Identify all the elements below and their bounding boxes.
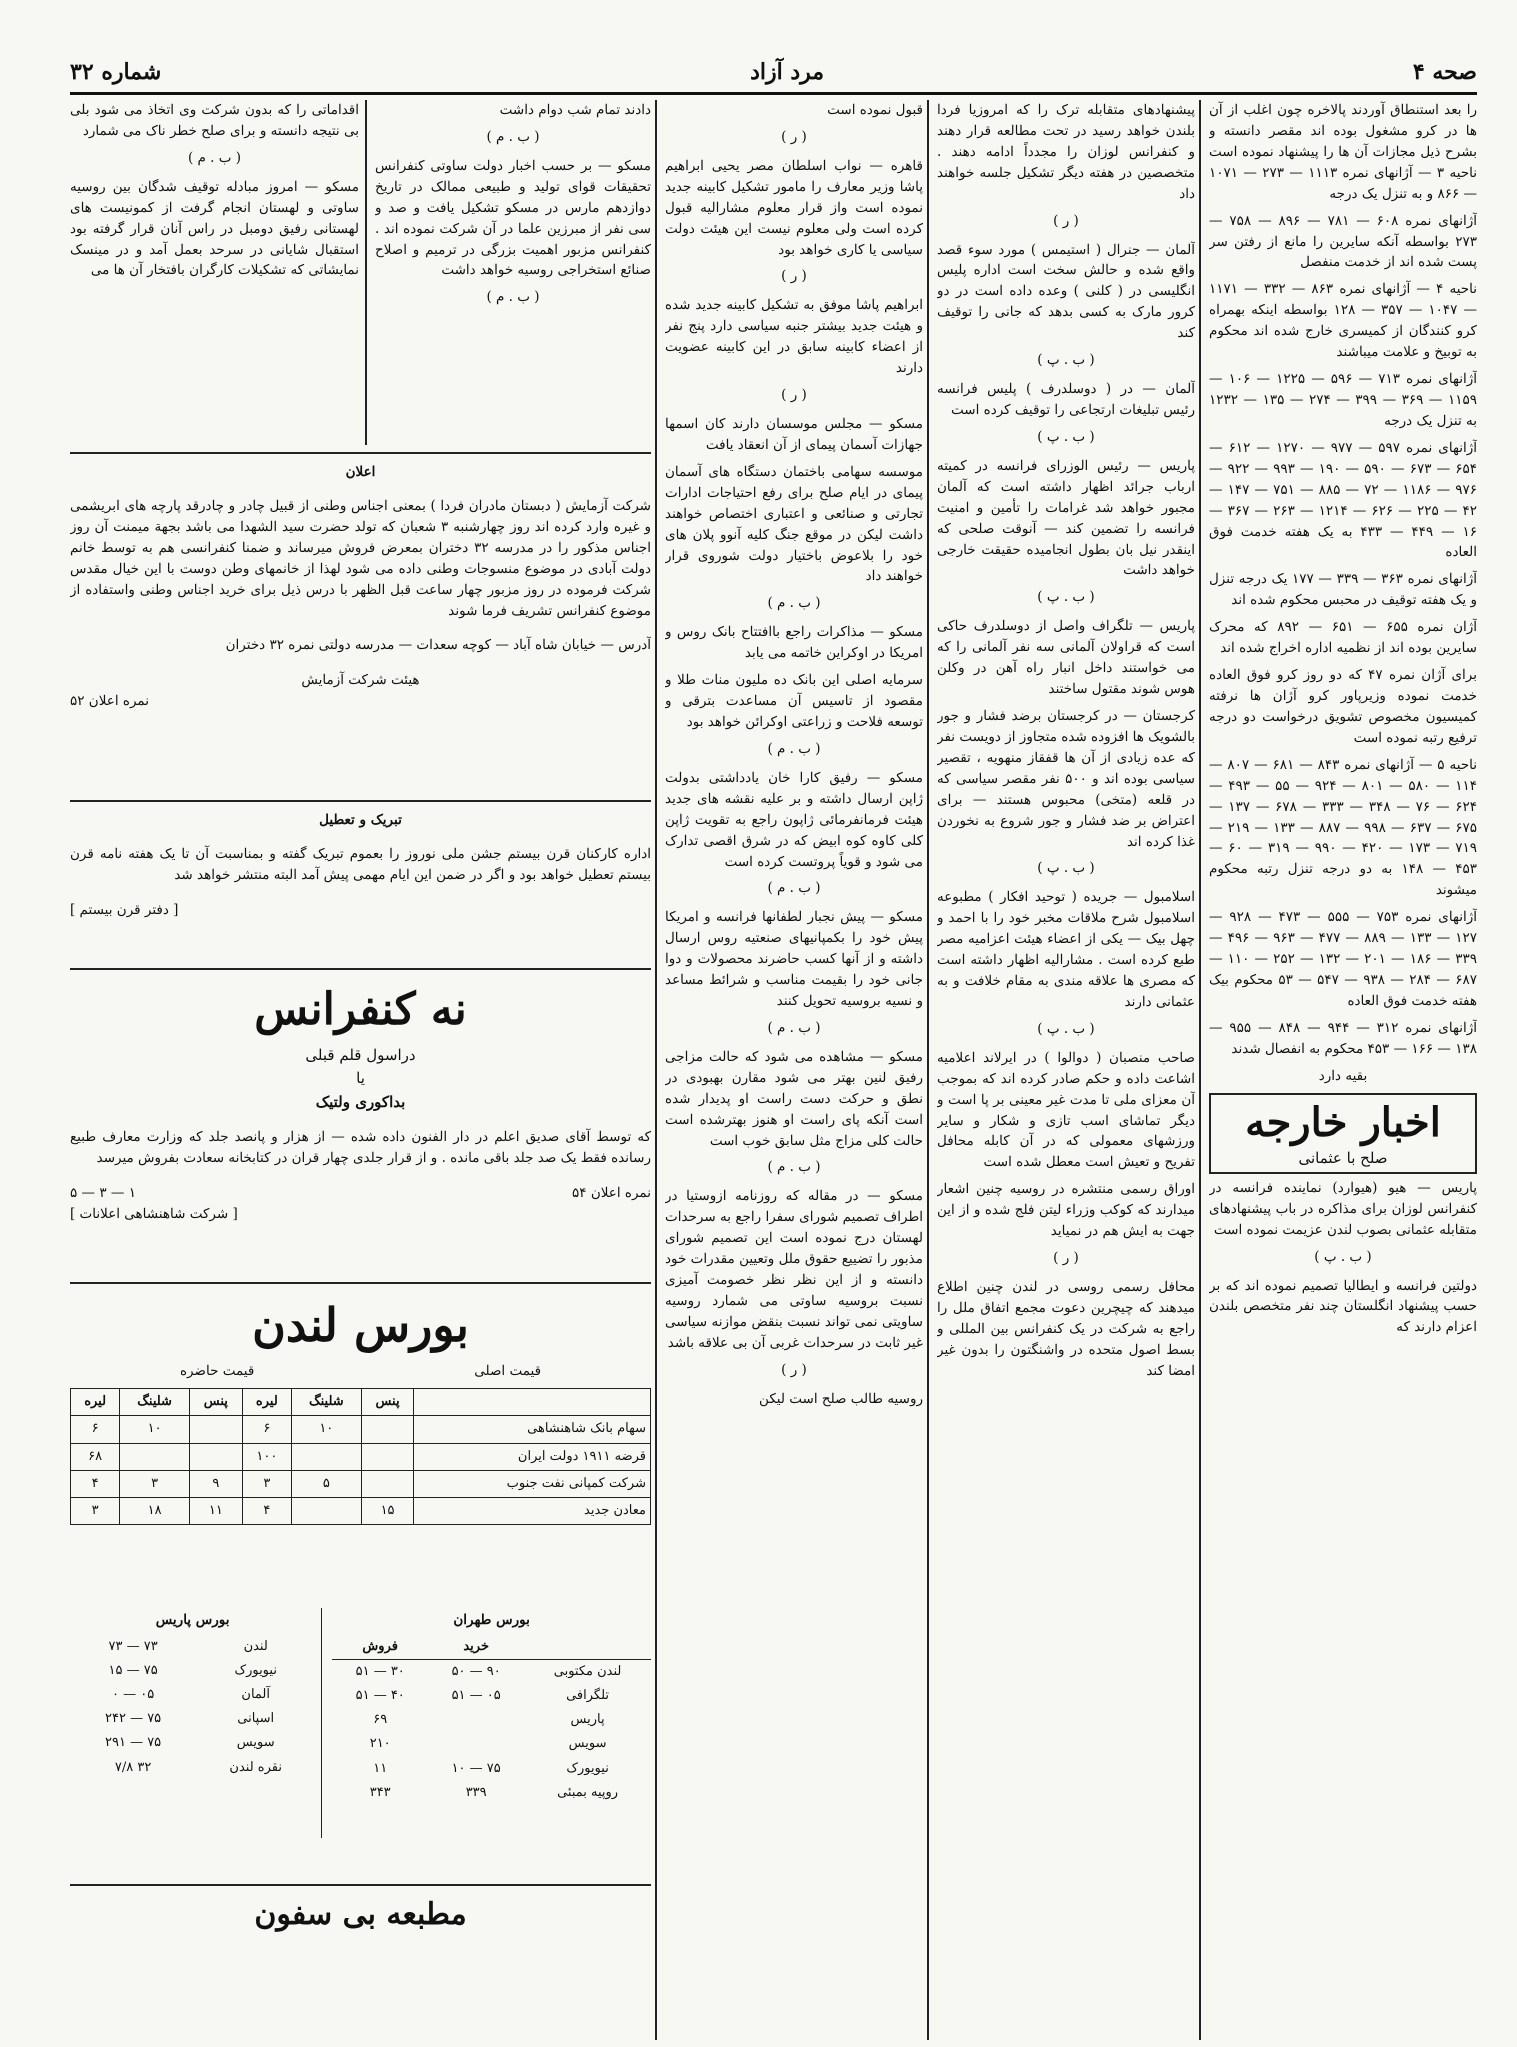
paragraph: پاریس — رئیس الوزرای فرانسه در کمیته ارباب جرائد اظهار داشته است که آلمان مجبور خواهد شد غرامات را تأمین و امنیت فرانسه را تضمین کند — آنوقت صلحی که اینقدر نیل بان بطول انجامیده حقیقت خارجی خواهد داشت xyxy=(937,457,1195,579)
cell: ۳۲ ۷/۸ xyxy=(114,1759,152,1775)
table-row xyxy=(70,1659,315,1683)
table-row xyxy=(332,1781,651,1805)
book-ad-signature: [ شرکت شاهنشاهی اعلانات ] xyxy=(70,1205,238,1222)
table-row xyxy=(332,1708,651,1732)
cell: ۱۵ xyxy=(361,1497,414,1524)
paragraph: ناحیه ۵ — آژانهای نمره ۸۴۳ — ۶۸۱ — ۸۰۷ — ۱۱۴ — ۵۸۰ — ۸۰۱ — ۹۲۴ — ۵۵ — ۴۹۳ — ۶۲۴ — ۷۶ — ۳۴۸ — ۳۳۳ — ۶۷۸ — ۱۳۷ — ۶۷۵ — ۶۳۷ — ۹۹۸ — ۸۸۷ — ۱۳۳ — ۲۱۹ — ۷۱۹ — ۱۷۳ — ۴۲۰ — ۹۹۰ — ۳۱۹ — ۶۰ — ۴۵۳ — ۱۴۸ به دو درجه تنزل رتبه محکوم میشوند xyxy=(1209,756,1477,899)
cell xyxy=(361,1416,414,1443)
price-labels xyxy=(70,1361,651,1382)
cell: ۶۸ xyxy=(71,1443,120,1470)
section-rule xyxy=(70,968,651,970)
source-tag: ( ب . م ) xyxy=(767,740,821,757)
paragraph: روسیه طالب صلح است لیکن xyxy=(759,1390,923,1407)
source-tag: ( ب . پ ) xyxy=(1314,1248,1372,1265)
paragraph: آژانهای نمره ۷۱۳ — ۵۹۶ — ۱۲۲۵ — ۱۰۶ — ۱۱۵۹ — ۳۶۹ — ۳۹۹ — ۲۷۴ — ۱۳۵ — ۱۲۳۲ به تنزل یک درجه xyxy=(1209,371,1477,429)
cell: ۳۰ — ۵۱ xyxy=(355,1664,405,1680)
paragraph: سرمایه اصلی این بانک ده مليون منات طلا و مقصود از تاسیس آن مساعدت بترقی و توسعه فلاحت و زراعتی اوکرائن خواهد بود xyxy=(665,672,923,730)
header-cell: پنس xyxy=(189,1389,242,1416)
header-cell: شلینگ xyxy=(120,1389,190,1416)
london-bourse-table xyxy=(70,1388,651,1525)
paragraph: قبول نموده است xyxy=(827,102,923,118)
header-cell: لیره xyxy=(242,1389,291,1416)
table-row xyxy=(71,1443,651,1470)
cell: ۱۸ xyxy=(120,1497,190,1524)
book-ad-block xyxy=(70,976,651,1276)
book-conjunction: یا xyxy=(356,1069,365,1088)
tehran-paris-bourse-block xyxy=(70,1608,651,1838)
notice-block xyxy=(70,460,651,795)
table-row xyxy=(70,1731,315,1755)
book-footer xyxy=(70,1183,651,1204)
cell xyxy=(428,1732,524,1756)
column-news-3 xyxy=(665,100,923,2040)
issue-number: شماره ۳۲ xyxy=(70,59,162,85)
current-price-label: قیمت حاضره xyxy=(179,1363,255,1380)
paragraph: اقداماتی را که بدون شرکت وی اتخاذ می شود بلی بی نتیجه دانسته و برای صلح خطر ناک می شمارد xyxy=(70,102,359,139)
cell: ۳ xyxy=(242,1470,291,1497)
header-cell: پنس xyxy=(361,1389,414,1416)
header-cell: شلینگ xyxy=(291,1389,361,1416)
source-tag: ( ب . پ ) xyxy=(1037,428,1095,445)
london-bourse-title: بورس لندن xyxy=(252,1298,469,1352)
cell: ۲۱۰ xyxy=(369,1736,391,1752)
paragraph: آژان نمره ۶۵۵ — ۶۵۱ — ۸۹۲ که محرک سایرین بوده اند از نظمیه اداره اخراج شده اند xyxy=(1209,619,1477,657)
cell: ۴۰ — ۵۱ xyxy=(355,1688,405,1704)
foreign-news-subtitle: صلح با عثمانی xyxy=(1298,1148,1388,1167)
table-row xyxy=(71,1497,651,1524)
paragraph: مسکو — رفیق کارا خان یادداشتی بدولت ژاپن ارسال داشته و بر علیه نقشه های جدید هیئت فرمانفرمائی ژاپون راجع به تقویت ژاپن کلی کاوه کوه ابیض که در شرق اقصی تدارک می شود و قویاً پروتست کرده است xyxy=(665,769,923,870)
table-header-row xyxy=(71,1389,651,1416)
cell xyxy=(361,1443,414,1470)
source-tag: ( ب . پ ) xyxy=(1037,1020,1095,1037)
cell xyxy=(120,1443,190,1470)
cell: ۷۳ — ۷۳ xyxy=(108,1638,158,1654)
column-news-2 xyxy=(937,100,1195,2040)
cell: لندن xyxy=(243,1638,268,1654)
cell: ۱۰ xyxy=(291,1416,361,1443)
header-cell: فروش xyxy=(332,1635,428,1660)
cell: ۴ xyxy=(71,1470,120,1497)
source-tag: ( ب . م ) xyxy=(187,149,242,166)
cell: ۷۵ — ۲۹۱ xyxy=(104,1735,162,1751)
cell: ۶ xyxy=(242,1416,291,1443)
cell: ۳ xyxy=(71,1497,120,1524)
source-tag: ( ب . م ) xyxy=(767,1019,821,1036)
cell: نیویورک xyxy=(234,1663,277,1679)
cell: ۹۰ — ۵۰ xyxy=(451,1664,501,1680)
section-rule xyxy=(70,800,651,802)
header-cell: لیره xyxy=(71,1389,120,1416)
section-rule xyxy=(70,452,651,454)
paragraph: مسکو — مذاکرات راجع باافتتاح بانک روس و امریکا در اوکراین خاتمه می یابد xyxy=(665,624,923,662)
cell: معادن جدید xyxy=(414,1497,651,1524)
cell xyxy=(189,1443,242,1470)
table-row xyxy=(332,1732,651,1756)
book-ad-number: نمره اعلان ۵۴ xyxy=(572,1184,651,1201)
paragraph: آژانهای نمره ۵۹۷ — ۹۷۷ — ۱۲۷۰ — ۶۱۲ — ۶۵۴ — ۶۷۳ — ۵۹۰ — ۱۹۰ — ۹۹۳ — ۹۲۲ — ۹۷۶ — ۱۱۸۶ — ۷۲ — ۸۸۵ — ۷۵۱ — ۱۴۷ — ۴۲ — ۲۲۵ — ۶۲۶ — ۱۲۱۴ — ۲۶۳ — ۳۶۷ — ۱۶ — ۴۴۹ — ۴۳۳ به یک هفته خدمت فوق العاده xyxy=(1209,439,1477,561)
greeting-signature: [ دفتر قرن بیستم ] xyxy=(70,901,179,918)
paragraph: پاریس — هیو (هیوارد) نماینده فرانسه در کنفرانس لوزان برای مذاکره در باب پیشنهادهای متقابله عثمانی بصوب لندن عزیمت نموده است xyxy=(1209,1179,1477,1238)
cell: سهام بانک شاهنشاهی xyxy=(414,1416,651,1443)
book-title: نه کنفرانس xyxy=(254,984,467,1035)
paragraph: مسکو — امروز مبادله توقیف شدگان بین روسیه ساوتی و لهستان انجام گرفت از کمونیست های لهستانی رفیق دومبل در راس آنان قرار گرفته بود استقبال شایانی در سرحد بعمل آمد و در مینسک نمایشاتی که تشکیلات کارگران بافتخار آن ها می xyxy=(70,178,359,279)
paragraph: مسکو — مشاهده می شود که حالت مزاجی رفیق لنین بهتر می شود مقارن بهبودی در نطق و حرکت دست راست او پدیدار شده است آنکه پای راست او هنوز بهترشده است حالت کلی مزاج مثل سابق خوب است xyxy=(665,1048,923,1149)
cell: ۱۰ xyxy=(120,1416,190,1443)
paragraph: موسسه سهامی باختمان دستگاه های آسمان پیمای در ایام صلح برای رفع احتیاجات ادارات تجارتی و صنائعی و اعتباری اختصاص خواهند داشت لیکن در موقع جنگ کلیه آنوو پلان های خود را بلاعوض باختیار دولت شوروی قرار خواهند داد xyxy=(665,463,923,585)
cell xyxy=(428,1708,524,1732)
cell: پاریس xyxy=(570,1712,605,1728)
paragraph: دولتین فرانسه و ایطالیا تصمیم نموده اند که بر حسب پیشنهاد انگلستان چند نفر متخصص بلندن اعزام دارند که xyxy=(1209,1277,1477,1336)
tehran-bourse-table xyxy=(332,1635,651,1805)
cell: ۴ xyxy=(242,1497,291,1524)
cell: نقره لندن xyxy=(229,1759,282,1775)
tehran-bourse-title: بورس طهران xyxy=(453,1612,530,1628)
paragraph: را بعد استنطاق آوردند پالاخره چون اغلب از آن ها در کرو مشغول بوده اند مقصر دانسته و بشرح ذیل مجازات آن ها را پیشنهاد نموده است ناحیه ۳ — آژانهای نمره ۱۱۱۳ — ۲۷۳ — ۱۰۷۱ — ۸۶۶ و به تنزل یک درجه xyxy=(1209,102,1477,202)
source-tag: ( ب . پ ) xyxy=(1037,860,1095,877)
source-tag: ( ر ) xyxy=(1053,212,1079,229)
foreign-news-header xyxy=(1209,1093,1477,1174)
header-cell xyxy=(524,1635,651,1660)
header-cell xyxy=(414,1389,651,1416)
book-ad-price: ۱ — ۳ — ۵ xyxy=(70,1184,136,1201)
foreign-news-title: اخبار خارجه xyxy=(1245,1098,1441,1146)
cell: ۳ xyxy=(120,1470,190,1497)
cell xyxy=(291,1497,361,1524)
paragraph: ابراهیم پاشا موفق به تشکیل کابینه جدید شده و هیئت جدید بیشتر جنبه سیاسی دارد پنج نفر از اعضاء کابینه سابق در این کابینه عضویت دارند xyxy=(665,297,923,377)
table-row xyxy=(70,1635,315,1659)
paragraph: آژانهای نمره ۶۰۸ — ۷۸۱ — ۸۹۶ — ۷۵۸ — ۲۷۳ بواسطه آنکه سایرین را مانع از رفتن سر پست شده اند از خدمت منفصل xyxy=(1209,212,1477,271)
cell: روپیه بمبئی xyxy=(557,1784,619,1800)
cell: ۹ xyxy=(189,1470,242,1497)
real-price-label: قیمت اصلی xyxy=(474,1363,542,1380)
paragraph: پاریس — تلگراف واصل از دوسلدرف حاکی است که قراولان آلمانی سه نفر آلمانی را که می خواستند داخل انبار راه آهن در وکلن هوس شوند مقتول ساختند xyxy=(937,618,1195,698)
cell: قرضه ۱۹۱۱ دولت ایران xyxy=(414,1443,651,1470)
table-row xyxy=(332,1660,651,1685)
book-text: که توسط آقای صدیق اعلم در دار الفنون داده شده — از هزار و پانصد جلد که وزارت معارف طبیع رسانده فقط یک صد جلد باقی مانده . و از قرار جلدی چهار قران در کتابخانه سعادت بفروش میرسد xyxy=(70,1129,651,1167)
notice-address: آدرس — خیابان شاه آباد — کوچه سعدات — مدرسه دولتی نمره ۳۲ دختران xyxy=(225,637,651,654)
paragraph: آژانهای نمره ۷۵۳ — ۵۵۵ — ۴۷۳ — ۹۲۸ — ۱۲۷ — ۱۳۳ — ۸۸۹ — ۴۷۷ — ۹۶۳ — ۴۹۶ — ۳۳۹ — ۱۸۶ — ۲۰۱ — ۱۳۲ — ۲۵۲ — ۱۱۰ — ۶۸۷ — ۲۸۴ — ۹۳۸ — ۵۴۷ — ۵۳ محکوم بیک هفته خدمت فوق العاده xyxy=(1209,909,1477,1009)
cell: آلمان xyxy=(241,1687,270,1703)
cell: نیویورک xyxy=(566,1760,609,1776)
paragraph: دادند تمام شب دوام داشت xyxy=(499,102,651,118)
cell: ۶ xyxy=(71,1416,120,1443)
cell xyxy=(361,1470,414,1497)
header-cell: خرید xyxy=(428,1635,524,1660)
paragraph: آلمان — در ( دوسلدرف ) پلیس فرانسه رئیس تبلیغات ارتجاعی را توقیف کرده است xyxy=(937,381,1195,418)
cell: ۱۰۰ xyxy=(242,1443,291,1470)
notice-text: شرکت آزمایش ( دبستان مادران فردا ) بمعنی اجناس وطنی از قبیل چادر و چادرقد پارچه های ابریشمی و غیره وارد کرده اند روز چهارشنبه ۳ شعبان که تولد حضرت سید الشهدا می باشد بجهة میمنت آن روز اجناس مذکور را در مدرسه ۳۲ دختران بمعرض فروش میرساند و ضمنا کنفرانسی هم به توسط خانم دولت آبادی در موضوع منسوجات وطنی داده می شود لهذا از خانمهای وطن دوست با این خیال مقدس شرکت فرموده در روز مزبور چهار ساعت قبل الظهر با درس ذیل برای خرید اجناس وطنی واستفاده از موضوع کنفرانس تشریف فرما شوند xyxy=(70,498,651,620)
paragraph: آلمان — جنرال ( استیمس ) مورد سوء قصد واقع شده و حالش سخت است اداره پلیس انگلیسی در ( کلنی ) وعده داده است در دو کرور مارک به کسی بدهد که جانی را توقیف کند xyxy=(937,241,1195,342)
table-header-row xyxy=(332,1635,651,1660)
source-tag: ( ب . پ ) xyxy=(1037,589,1095,606)
cell: سویس xyxy=(568,1736,607,1752)
masthead xyxy=(70,52,1477,95)
paragraph: آژانهای نمره ۳۶۳ — ۳۳۹ — ۱۷۷ یک درجه تنزل و یک هفته توقیف در محبس محکوم شده اند xyxy=(1209,571,1477,609)
table-row xyxy=(70,1756,315,1780)
tehran-bourse xyxy=(332,1608,651,1838)
source-tag: ( ب . م ) xyxy=(767,595,821,612)
cell: ۰۵ — ۰ xyxy=(111,1687,155,1703)
cell: ۳۴۳ xyxy=(369,1784,391,1800)
column-news-4 xyxy=(375,100,651,440)
paragraph: برای آژان نمره ۴۷ که دو روز کرو فوق العاده خدمت نموده وزیرپاور کرو آژان ها نرفته کمیسیون مخصوص تشویق درخواست دو درجه ترفیع رتبه نموده است xyxy=(1209,667,1477,746)
paris-bourse-table xyxy=(70,1635,315,1780)
greeting-text: اداره کارکنان قرن بیستم جشن ملی نوروز را بعموم تبریک گفته و بمناسبت آن تا یک هفته نامه قرن بیستم تعطیل خواهد بود و اگر در ضمن این ایام مهمی پیش آمد البته منتشر خواهد شد xyxy=(70,846,651,884)
paragraph: ناحیه ۴ — آژانهای نمره ۸۶۳ — ۳۳۲ — ۱۱۷۱ — ۱۰۴۷ — ۳۵۷ — ۱۲۸ بواسطه اینکه بهمراه کرو کنندگان از کمیسری خارج شده اند محکوم به توبیخ و علامت میباشند xyxy=(1209,281,1477,361)
cell: ۱۱ xyxy=(189,1497,242,1524)
source-tag: ( ب . م ) xyxy=(767,1159,821,1176)
greeting-block xyxy=(70,808,651,963)
paragraph: صاحب منصبان ( دوالوا ) در ایرلاند اعلامیه اشاعت داده و حکم صادر کرده اند که بموجب آن معزای ملی تا مدت غیر معینی بر پا است و دیگر تماشای اسب تازی و شکار و سایر ورزشهای معمولی که در آن کابله محافل تفریح و تعیش است معطل شده است xyxy=(937,1049,1195,1171)
source-tag: ( ر ) xyxy=(781,128,807,145)
cell: ۷۵ — ۲۴۲ xyxy=(104,1711,162,1727)
paragraph: اسلامبول — جریده ( توحید افکار ) مطبوعه اسلامبول شرح ملاقات مخبر خود را با احمد و چهل بیک — یکی از اعضاء هیئت اعزامیه مصر طبع کرده است . مشارالیه اظهار داشته است که مصری ها علاقه مندی به مقام خلافت و به عثمانی دارند xyxy=(937,889,1195,1010)
cell: ۷۵ — ۱۰ xyxy=(451,1760,501,1776)
cell: سویس xyxy=(236,1735,275,1751)
section-rule xyxy=(70,1884,651,1886)
page-number: صحه ۴ xyxy=(1412,59,1477,85)
cell: ۰۵ — ۵۱ xyxy=(451,1688,501,1704)
cell xyxy=(189,1416,242,1443)
table-row xyxy=(332,1757,651,1781)
cell: تلگرافی xyxy=(566,1688,610,1704)
source-tag: ( ب . پ ) xyxy=(1037,352,1095,369)
column-rule xyxy=(365,100,367,445)
paragraph: مسکو — مجلس موسسان دارند کان اسمها جهازات آسمان پیمای از آن انعقاد یافت xyxy=(665,415,923,453)
continued-note: بقیه دارد xyxy=(1318,1067,1368,1084)
cell: ۳۳۹ xyxy=(465,1784,487,1800)
column-rule xyxy=(1199,100,1201,2040)
paragraph: اوراق رسمی منتشره در روسیه چنین اشعار میدارند که کوکب وزراء لیتن فلج شده و از این جهت به ایش هم در نمیاید xyxy=(937,1181,1195,1240)
cell: شرکت کمپانی نفت جنوب xyxy=(414,1470,651,1497)
cell xyxy=(291,1443,361,1470)
paragraph: مسکو — بر حسب اخبار دولت ساوتی کنفرانس تحقیقات قوای تولید و طبیعی ممالک در تاریخ دوازدهم مارس در مسکو تشکیل یافت و صد و سی نفر از مبرزین علما در آن شرکت نموده اند . کنفرانس مزبور اهمیت بزرگی در ترمیم و اصلاح صنائع استخراجی روسیه خواهد داشت xyxy=(375,157,651,279)
paris-bourse-title: بورس پاریس xyxy=(155,1612,230,1628)
book-author: دراسول قلم قبلی xyxy=(305,1046,416,1065)
table-row xyxy=(70,1707,315,1731)
cell: ۷۵ — ۱۵ xyxy=(108,1663,158,1679)
notice-title: اعلان xyxy=(345,464,376,480)
london-bourse-block xyxy=(70,1290,651,1600)
paragraph: پیشنهادهای متقابله ترک را که امروزیا فردا بلندن خواهد رسید در تحت مطالعه قرار دهند و کنفرانس لوزان را مجدداً ادامه دهند . متخصصین در هفته دیگر تشکیل جلسه خواهند داد xyxy=(937,102,1195,202)
paragraph: کرجستان — در کرجستان برضد فشار و جور بالشویک ها افزوده شده متجاوز از دویست نفر که عده زیادی از آن ها قفقاز منهویه ، تقصیر سیاسی بوده اند و ۵۰۰ نفر مقصر سیاسی که در قلعه (متخی) محبوس هستند — برای اعتراض بر ضد فشار و جور شروع به نخوردن غذا کرده اند xyxy=(937,707,1195,850)
column-rule xyxy=(927,100,929,2040)
table-row xyxy=(71,1470,651,1497)
source-tag: ( ر ) xyxy=(781,387,807,404)
column-police-penalties xyxy=(1209,100,1477,2040)
greeting-title: تبریک و تعطیل xyxy=(319,812,402,828)
source-tag: ( ر ) xyxy=(781,1361,807,1378)
notice-company: هیئت شرکت آزمایش xyxy=(301,671,420,688)
table-row xyxy=(70,1683,315,1707)
source-tag: ( ب . م ) xyxy=(486,289,540,306)
column-news-5 xyxy=(70,100,359,440)
cell: ۱۱ xyxy=(373,1760,388,1776)
table-row xyxy=(71,1416,651,1443)
cell: لندن مکتوبی xyxy=(553,1664,622,1680)
paragraph: مسکو — در مقاله که روزنامه ازوستیا در اطراف تصمیم شورای سفرا راجع به سرحدات لهستان درج نموده است این تصمیم شورای مذبور را تضییع حقوق ملل وتعیین مقدرات خود دانسته و از این نظر نظر خصومت آمیزی نسبت بروسیه ساوتی می شمارد روسیه ساویتی نمی تواند نسبت بنقض موازنه سیاسی غیر ثابت در سرحدات غربی آن بی علاقه باشد xyxy=(665,1188,923,1351)
column-rule xyxy=(655,100,657,2040)
book-subtitle: بداکوری ولتیک xyxy=(315,1092,406,1111)
printer-name: مطبعه بی سفون xyxy=(254,1897,467,1932)
paragraph: مسکو — پیش نجبار لطفانها فرانسه و امریکا پیش خود را بکمپانیهای صنعتیه روس ارسال داشته و از آنها کسب حاضرند محصولات و دوا جانی خود را بقیمت مناسب و شرائط مساعد و نسیه بروسیه تحویل کنند xyxy=(665,909,923,1010)
paper-name: مرد آزاد xyxy=(750,59,825,85)
cell: اسپانی xyxy=(237,1711,275,1727)
paris-bourse xyxy=(70,1608,322,1838)
notice-number: نمره اعلان ۵۲ xyxy=(70,692,149,709)
source-tag: ( ر ) xyxy=(781,268,807,285)
source-tag: ( ب . م ) xyxy=(486,128,540,145)
paragraph: محافل رسمی روسی در لندن چنین اطلاع میدهند که چیچرین دعوت مجمع اتفاق ملل را راجع به شرکت در یک کنفرانس بین المللی و بسط اصول متحده در واشنگتون را بدون غیر امضا کند xyxy=(937,1279,1195,1379)
paragraph: آژانهای نمره ۳۱۲ — ۹۴۴ — ۸۴۸ — ۹۵۵ — ۱۳۸ — ۱۶۶ — ۴۵۳ محکوم به انفصال شدند xyxy=(1209,1019,1477,1057)
cell: ۶۹ xyxy=(373,1712,388,1728)
table-row xyxy=(332,1684,651,1708)
cell: ۵ xyxy=(291,1470,361,1497)
source-tag: ( ر ) xyxy=(1053,1250,1079,1267)
section-rule xyxy=(70,1282,651,1284)
source-tag: ( ب . م ) xyxy=(767,880,821,897)
paragraph: قاهره — نواب اسلطان مصر یحیی ابراهیم پاشا وزیر معارف را مامور تشکیل کابینه جدید نموده است واز قرار معلوم مشارالیه قبول کرده است ولی معلوم نیست این هیئت دولت سیاسی یا کاری خواهد بود xyxy=(665,157,923,258)
